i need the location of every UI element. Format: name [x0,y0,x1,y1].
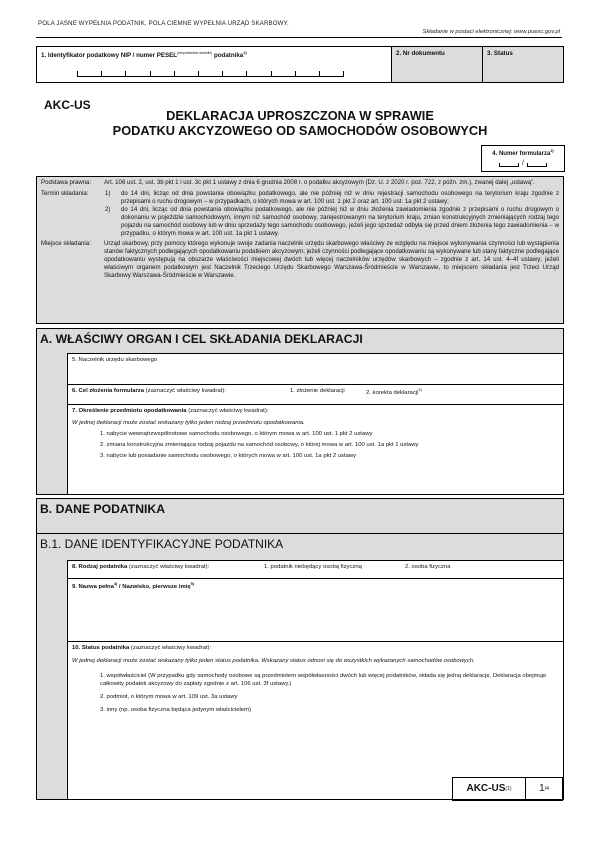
field-1-suffix: podatnika [212,52,244,60]
submission-place-row [41,240,559,280]
form-title-line-2: PODATKU AKCYZOWEGO OD SAMOCHODÓW OSOBOWYCH [112,123,488,138]
option-natural-person[interactable]: 2. osoba fizyczna [405,564,451,570]
option-non-natural-person[interactable]: 1. podatnik niebędący osobą fizyczną [264,564,362,570]
legal-basis-text: Art. 106 ust. 2, ust. 3b pkt 1 i ust. 3c pkt 1 ustawy z dnia 6 grudnia 2008 r. o podatku akcyzowym (Dz. U. z 2020 r. poz. 722, z późn. zm.), zwanej dalej „ustawą”. [104,179,535,186]
submission-place-text: Urząd skarbowy, przy pomocy którego wykonuje swoje zadania naczelnik urzędu skarbowego właściwy ze względu na miejsce wykonywania czynności lub wystąpienia stanów faktycznych podlegających opodatkowaniu podatkiem akcyzowym; jeżeli czynności podlegające opodatkowaniu są wykonywane lub stany faktyczne podlegające opodatkowaniu występują na obszarze właściwości miejscowej dwóch lub więcej naczelników urzędów skarbowych – zgodnie z art. 14 ust. 4–4f ustawy; jeżeli właściwym organem podatkowym jest Naczelnik Trzeciego Urzędu Skarbowego Warszawa-Śródmieście w Warszawie, to miejscem składania jest Trzeci Urząd Skarbowy Warszawa-Śródmieście w Warszawie. [104,240,559,279]
field-9-full-name[interactable] [68,579,563,642]
option-correct-declaration[interactable]: 2. korekta deklaracji$^{3)}$ [366,388,422,396]
form-title-line-1: DEKLARACJA UPROSZCZONA W SPRAWIE [166,108,434,123]
electronic-submission-note: Składanie w postaci elektronicznej: www.puesc.gov.pl [422,29,560,35]
status-option-co-owner[interactable]: 1. współwłaściciel (W przypadku gdy samochody osobowe są przedmiotem współwłasności dwóch lub więcej podatników, składa się jedną deklarację. Deklaracja obejmuje całkowity podatek akcyzowy do zapłaty zgodnie z art. 106 ust. 3f ustawy.) [100,673,547,687]
section-b1-heading: B.1. DANE IDENTYFIKACYJNE PODATNIKA [40,537,284,551]
field-7-note: W jednej deklaracji może zostać wskazany tylko jeden rodzaj przedmiotu opodatkowania. [72,420,305,426]
header-divider [36,37,562,38]
status-option-other[interactable]: 3. inny (np. osoba fizyczna będąca jedynym właścicielem) [100,707,251,713]
section-b1 [36,533,564,800]
legal-basis-label: Podstawa prawna: [41,179,92,186]
field-4-footnote: 2) [550,149,554,153]
deadline-label: Termin składania: [41,189,89,197]
option-submit-declaration[interactable]: 1. złożenie deklaracji [290,388,345,394]
deadline-item: 2) do 14 dni, licząc od dnia powstania obowiązku podatkowego, ale nie później niż w dniu złożenia zawiadomienia zgodnie z przepisami o ruchu drogowym o dokonaniu w pojeździe samochodowym, innym niż samochód osobowy, zarejestrowanym na terytorium kraju, zmian konstrukcyjnych zmieniających rodzaj tego pojazdu na samochód osobowy lub w dniu sprzedaży tego samochodu osobowego, jeżeli jego sprzedaż odbyła się przed dniem złożenia tego zawiadomienia – w przypadku, o którym mowa w art. 100 ust. 1a pkt 1 ustawy. [105,205,559,237]
section-a-heading: A. WŁAŚCIWY ORGAN I CEL SKŁADANIA DEKLARACJI [40,332,363,346]
form-number-separator: / [522,160,524,167]
section-a [36,328,564,495]
footer-form-code: AKC-US (1) [453,778,526,799]
field-10-taxpayer-status: 10. Status podatnika (zaznaczyć właściwy kwadrat): W jednej deklaracji może zostać wskazany tylko jeden status podatnika. Wskazany status odnosi się do wszystkich wykazanych samochodów osobowych. 1. współwłaściciel (W przypadku gdy samochody osobowe są przedmiotem współwłasności dwóch lub więcej podatników, składa się jedną deklarację. Deklaracja obejmuje całkowity podatek akcyzowy do zapłaty zgodnie z art. 106 ust. 3f ustawy.) 2. podmiot, o którym mowa w art. 109 ust. 3a ustawy 3. inny (np. osoba fizyczna będąca jedynym właścicielem) [68,642,563,722]
field-6-purpose: 6. Cel złożenia formularza (zaznaczyć właściwy kwadrat): 1. złożenie deklaracji 2. korekta deklaracji$^{3)}$ [68,385,563,405]
field-7-options [72,431,559,459]
deadline-item: 1) do 14 dni, licząc od dnia powstania obowiązku podatkowego, ale nie później niż w dniu rejestracji samochodu osobowego na terytorium kraju zgodnie z przepisami o ruchu drogowym – w przypadkach, o których mowa w art. 100 ust. 1 pkt 2 oraz art. 100 ust. 1a pkt 2 ustawy; [105,189,559,205]
field-1-sup: (niepotrzebne skreślić) [177,51,213,55]
legal-info-box [36,176,564,324]
section-b [36,498,564,535]
identification-row [36,46,564,83]
form-number-part-1[interactable] [499,163,519,167]
field-1-label: 1. Identyfikator podatkowy NIP / numer PESEL [41,52,178,60]
form-code: AKC-US [44,98,91,112]
field-9-label: 9. Nazwa pełna$^{4)}$ / Nazwisko, pierwsze imię$^{5)}$ [72,582,195,590]
field-10-options [72,672,559,714]
form-number-part-2[interactable] [527,163,547,167]
field-6-label: 6. Cel złożenia formularza [72,388,145,394]
field-8-label: 8. Rodzaj podatnika [72,564,128,570]
field-10-note: W jednej deklaracji może zostać wskazany tylko jeden status podatnika. Wskazany status odnosi się do wszystkich wykazanych samochodów osobowych. [72,658,475,664]
field-8-taxpayer-type: 8. Rodzaj podatnika (zaznaczyć właściwy kwadrat): 1. podatnik niebędący osobą fizyczną 2. osoba fizyczna [68,561,563,579]
nip-pesel-input-comb[interactable] [77,71,344,77]
field-7-label: 7. Określenie przedmiotu opodatkowania [72,408,187,414]
status-option-entity[interactable]: 2. podmiot, o którym mowa w art. 109 ust. 3a ustawy [100,694,238,700]
field-7-taxation-subject: 7. Określenie przedmiotu opodatkowania (zaznaczyć właściwy kwadrat): W jednej deklaracji może zostać wskazany tylko jeden rodzaj przedmiotu opodatkowania. 1. nabycie wewnątrzwspólnotowe samochodu osobowego, o którym mowa w art. 100 ust. 1 pkt 2 ustawy 2. zmiana konstrukcyjna zmieniająca rodzaj pojazdu na samochód osobowy, o której mowa w art. 100 ust. 1a pkt 1 ustawy 3. nabycie lub posiadanie samochodu osobowego, o których mowa w art. 100 ust. 1a pkt 2 ustawy [68,405,563,467]
section-b-heading: B. DANE PODATNIKA [40,502,166,516]
field-3-status [483,47,563,82]
field-4-label: 4. Numer formularza [492,151,551,157]
submission-place-label: Miejsce składania: [41,240,91,247]
field-2-label: 2. Nr dokumentu [396,50,445,57]
legal-basis-row [41,179,559,187]
field-10-label: 10. Status podatnika [72,645,130,651]
field-3-label: 3. Status [487,50,513,57]
field-2-document-number [392,47,483,82]
footer-page-number: 1 /4 [539,783,549,794]
field-5-label: 5. Naczelnik urzędu skarbowego [72,357,158,363]
taxation-option-2[interactable]: 2. zmiana konstrukcyjna zmieniająca rodzaj pojazdu na samochód osobowy, o której mowa w art. 100 ust. 1a pkt 1 ustawy [100,442,419,448]
taxation-option-1[interactable]: 1. nabycie wewnątrzwspólnotowe samochodu osobowego, o którym mowa w art. 100 ust. 1 pkt 2 ustawy [100,431,373,437]
field-1-footnote: 1) [243,50,247,55]
fill-instructions: POLA JASNE WYPEŁNIA PODATNIK, POLA CIEMNE WYPEŁNIA URZĄD SKARBOWY. [38,20,289,27]
taxation-option-3[interactable]: 3. nabycie lub posiadanie samochodu osobowego, o których mowa w art. 100 ust. 1a pkt 2 ustawy [100,453,357,459]
form-number-inputs[interactable] [482,160,564,167]
field-1-nip-pesel[interactable] [37,47,392,82]
field-5-tax-office[interactable] [68,354,563,385]
page-footer [452,777,563,801]
field-4-form-number[interactable] [481,145,565,172]
deadline-row [41,190,559,238]
